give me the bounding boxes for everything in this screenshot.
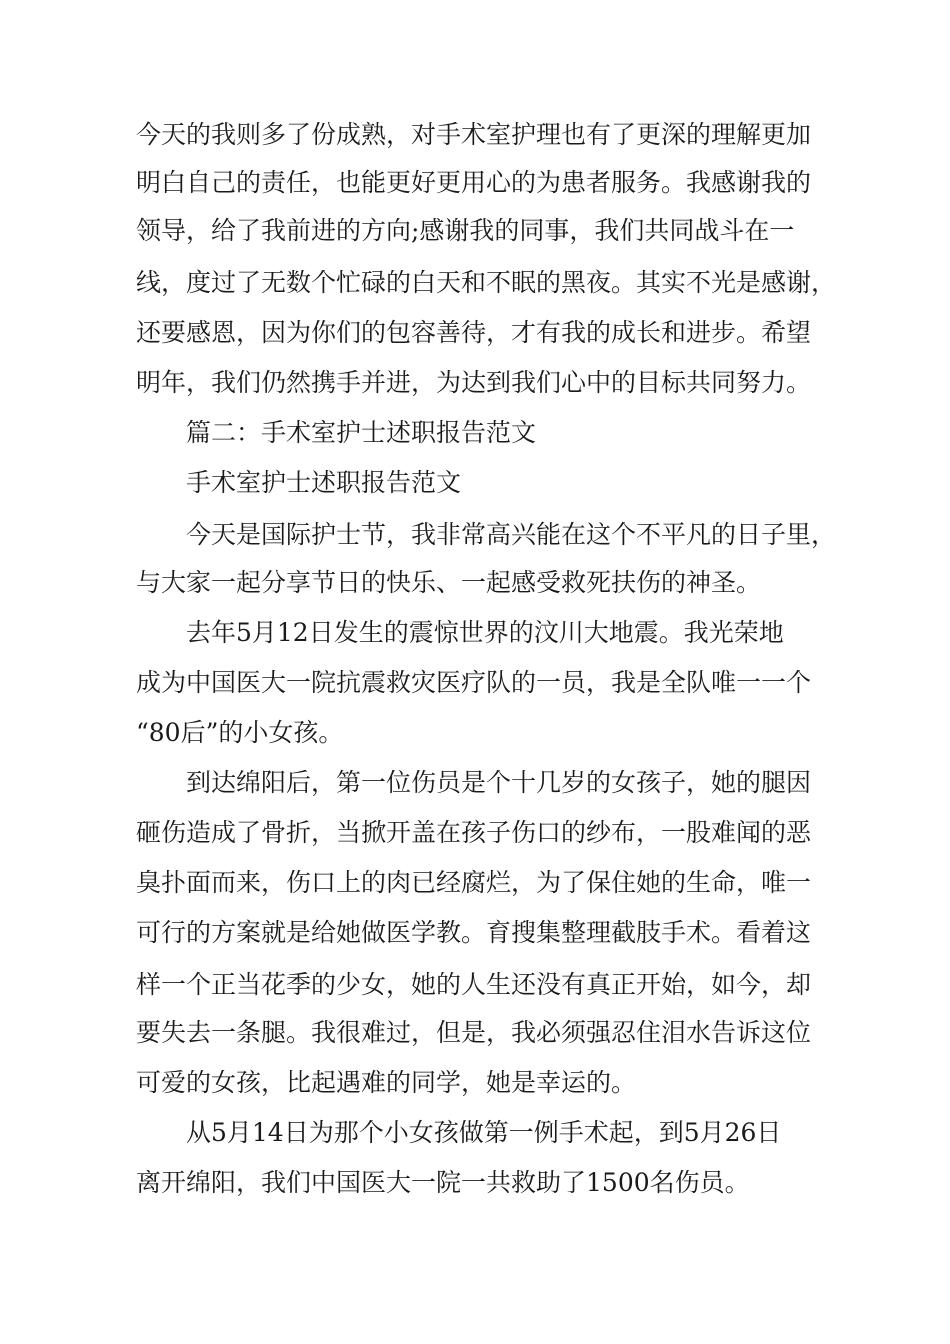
text-line: 明白自己的责任，也能更好更用心的为患者服务。我感谢我的 [136,168,812,197]
text-line: 要失去一条腿。我很难过，但是，我必须强忍住泪水告诉这位 [136,1018,812,1047]
text-line: 领导，给了我前进的方向;感谢我的同事，我们共同战斗在一 [136,216,795,245]
text-line: 明年，我们仍然携手并进，为达到我们心中的目标共同努力。 [136,368,812,397]
text-line: 线，度过了无数个忙碌的白天和不眠的黑夜。其实不光是感谢， [136,268,837,297]
text-line: 与大家一起分享节日的快乐、一起感受救死扶伤的神圣。 [136,568,762,597]
section-heading: 篇二：手术室护士述职报告范文 [186,418,537,447]
text-line: 今天是国际护士节，我非常高兴能在这个不平凡的日子里， [186,520,837,549]
text-line: 样一个正当花季的少女，她的人生还没有真正开始，如今，却 [136,970,812,999]
text-line: 到达绵阳后，第一位伤员是个十几岁的女孩子，她的腿因 [186,768,812,797]
text-line: 去年5月12日发生的震惊世界的汶川大地震。我光荣地 [186,618,784,647]
document-title: 手术室护士述职报告范文 [186,468,462,497]
text-line: 离开绵阳，我们中国医大一院一共救助了1500名伤员。 [136,1168,750,1197]
text-line: 臭扑面而来，伤口上的肉已经腐烂，为了保住她的生命，唯一 [136,868,812,897]
text-line: 成为中国医大一院抗震救灾医疗队的一员，我是全队唯一一个 [136,668,812,697]
text-line: 砸伤造成了骨折，当掀开盖在孩子伤口的纱布，一股难闻的恶 [136,818,812,847]
text-line: 今天的我则多了份成熟，对手术室护理也有了更深的理解更加 [136,120,812,149]
text-line: 可行的方案就是给她做医学教。育搜集整理截肢手术。看着这 [136,918,812,947]
text-line: “80后”的小女孩。 [136,718,344,747]
text-line: 还要感恩，因为你们的包容善待，才有我的成长和进步。希望 [136,318,812,347]
text-line: 从5月14日为那个小女孩做第一例手术起，到5月26日 [186,1118,782,1147]
text-line: 可爱的女孩，比起遇难的同学，她是幸运的。 [136,1068,637,1097]
